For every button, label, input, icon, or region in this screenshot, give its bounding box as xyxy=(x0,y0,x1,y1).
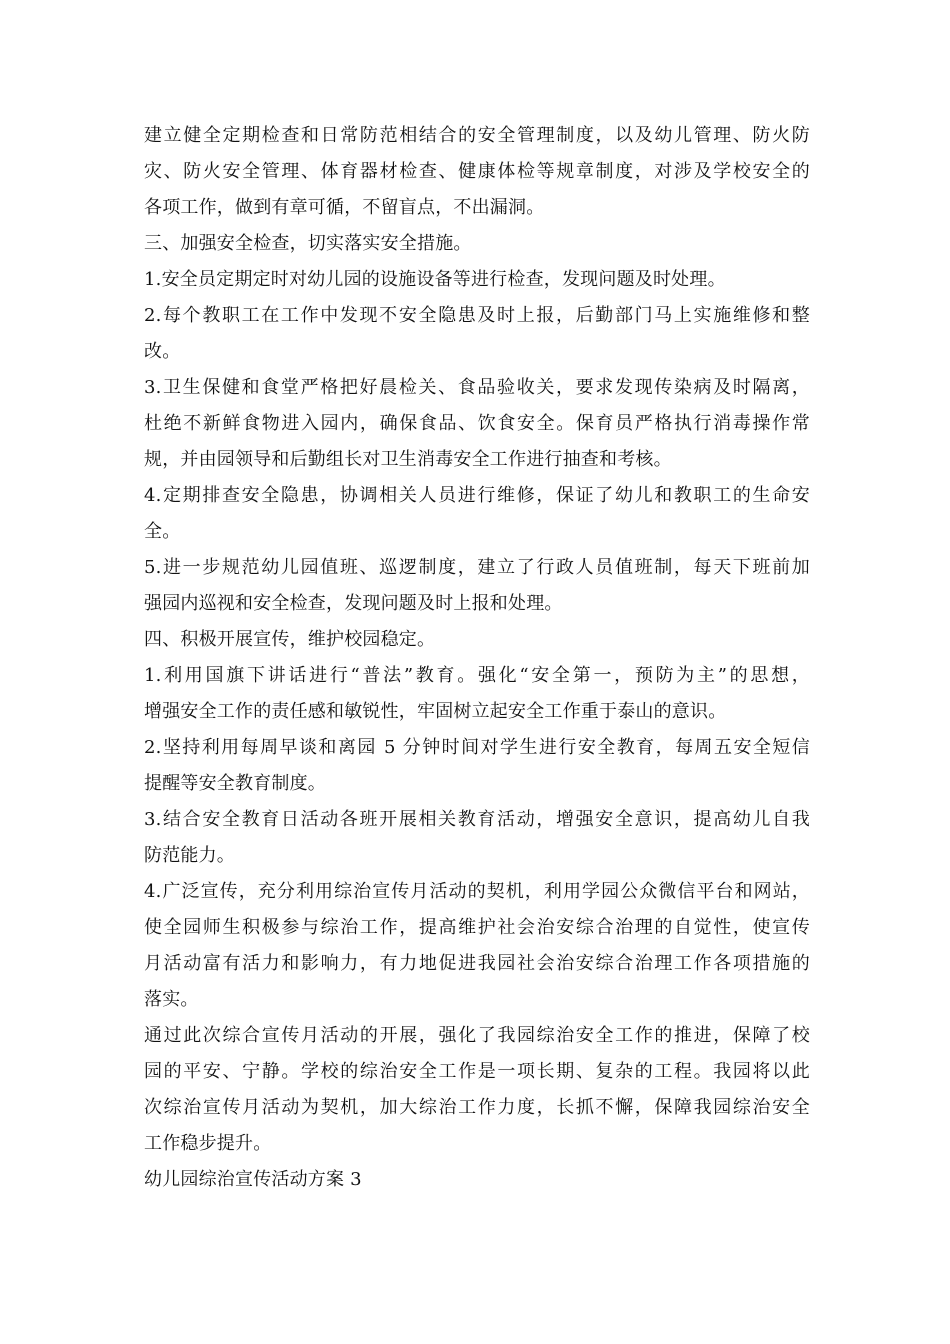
text-line: 2.坚持利用每周早谈和离园 5 分钟时间对学生进行安全教育，每周五安全短信 xyxy=(144,737,810,758)
text-line: 杜绝不新鲜食物进入园内，确保食品、饮食安全。保育员严格执行消毒操作常 xyxy=(144,413,810,434)
text-line: 强园内巡视和安全检查，发现问题及时上报和处理。 xyxy=(144,593,563,614)
text-line: 次综治宣传月活动为契机，加大综治工作力度，长抓不懈，保障我园综治安全 xyxy=(144,1097,810,1118)
text-line: 全。 xyxy=(144,521,181,542)
text-line: 通过此次综合宣传月活动的开展，强化了我园综治安全工作的推进，保障了校 xyxy=(144,1025,810,1046)
text-line: 增强安全工作的责任感和敏锐性，牢固树立起安全工作重于泰山的意识。 xyxy=(144,701,727,722)
section-heading: 三、加强安全检查，切实落实安全措施。 xyxy=(144,233,472,254)
text-line: 工作稳步提升。 xyxy=(144,1133,272,1154)
text-line: 月活动富有活力和影响力，有力地促进我园社会治安综合治理工作各项措施的 xyxy=(144,953,810,974)
text-line: 2.每个教职工在工作中发现不安全隐患及时上报，后勤部门马上实施维修和整 xyxy=(144,305,810,326)
text-line: 规，并由园领导和后勤组长对卫生消毒安全工作进行抽查和考核。 xyxy=(144,449,672,470)
text-line: 3.结合安全教育日活动各班开展相关教育活动，增强安全意识，提高幼儿自我 xyxy=(144,809,810,830)
text-line: 使全园师生积极参与综治工作，提高维护社会治安综合治理的自觉性，使宣传 xyxy=(144,917,810,938)
text-line: 防范能力。 xyxy=(144,845,235,866)
text-line: 1.利用国旗下讲话进行“普法”教育。强化“安全第一，预防为主”的思想， xyxy=(144,665,810,686)
text-line: 1.安全员定期定时对幼儿园的设施设备等进行检查，发现问题及时处理。 xyxy=(144,269,726,290)
text-line: 5.进一步规范幼儿园值班、巡逻制度，建立了行政人员值班制，每天下班前加 xyxy=(144,557,810,578)
text-line: 灾、防火安全管理、体育器材检查、健康体检等规章制度，对涉及学校安全的 xyxy=(144,161,810,182)
text-line: 园的平安、宁静。学校的综治安全工作是一项长期、复杂的工程。我园将以此 xyxy=(144,1061,810,1082)
section-title: 幼儿园综治宣传活动方案 3 xyxy=(144,1169,362,1190)
text-line: 各项工作，做到有章可循，不留盲点，不出漏洞。 xyxy=(144,197,545,218)
text-line: 4.广泛宣传，充分利用综治宣传月活动的契机，利用学园公众微信平台和网站， xyxy=(144,881,810,902)
text-line: 落实。 xyxy=(144,989,199,1010)
text-line: 建立健全定期检查和日常防范相结合的安全管理制度，以及幼儿管理、防火防 xyxy=(144,125,810,146)
document-body xyxy=(144,118,810,1198)
section-heading: 四、积极开展宣传，维护校园稳定。 xyxy=(144,629,436,650)
text-line: 3.卫生保健和食堂严格把好晨检关、食品验收关，要求发现传染病及时隔离， xyxy=(144,377,810,398)
text-line: 4.定期排查安全隐患，协调相关人员进行维修，保证了幼儿和教职工的生命安 xyxy=(144,485,810,506)
text-line: 改。 xyxy=(144,341,181,362)
text-line: 提醒等安全教育制度。 xyxy=(144,773,326,794)
